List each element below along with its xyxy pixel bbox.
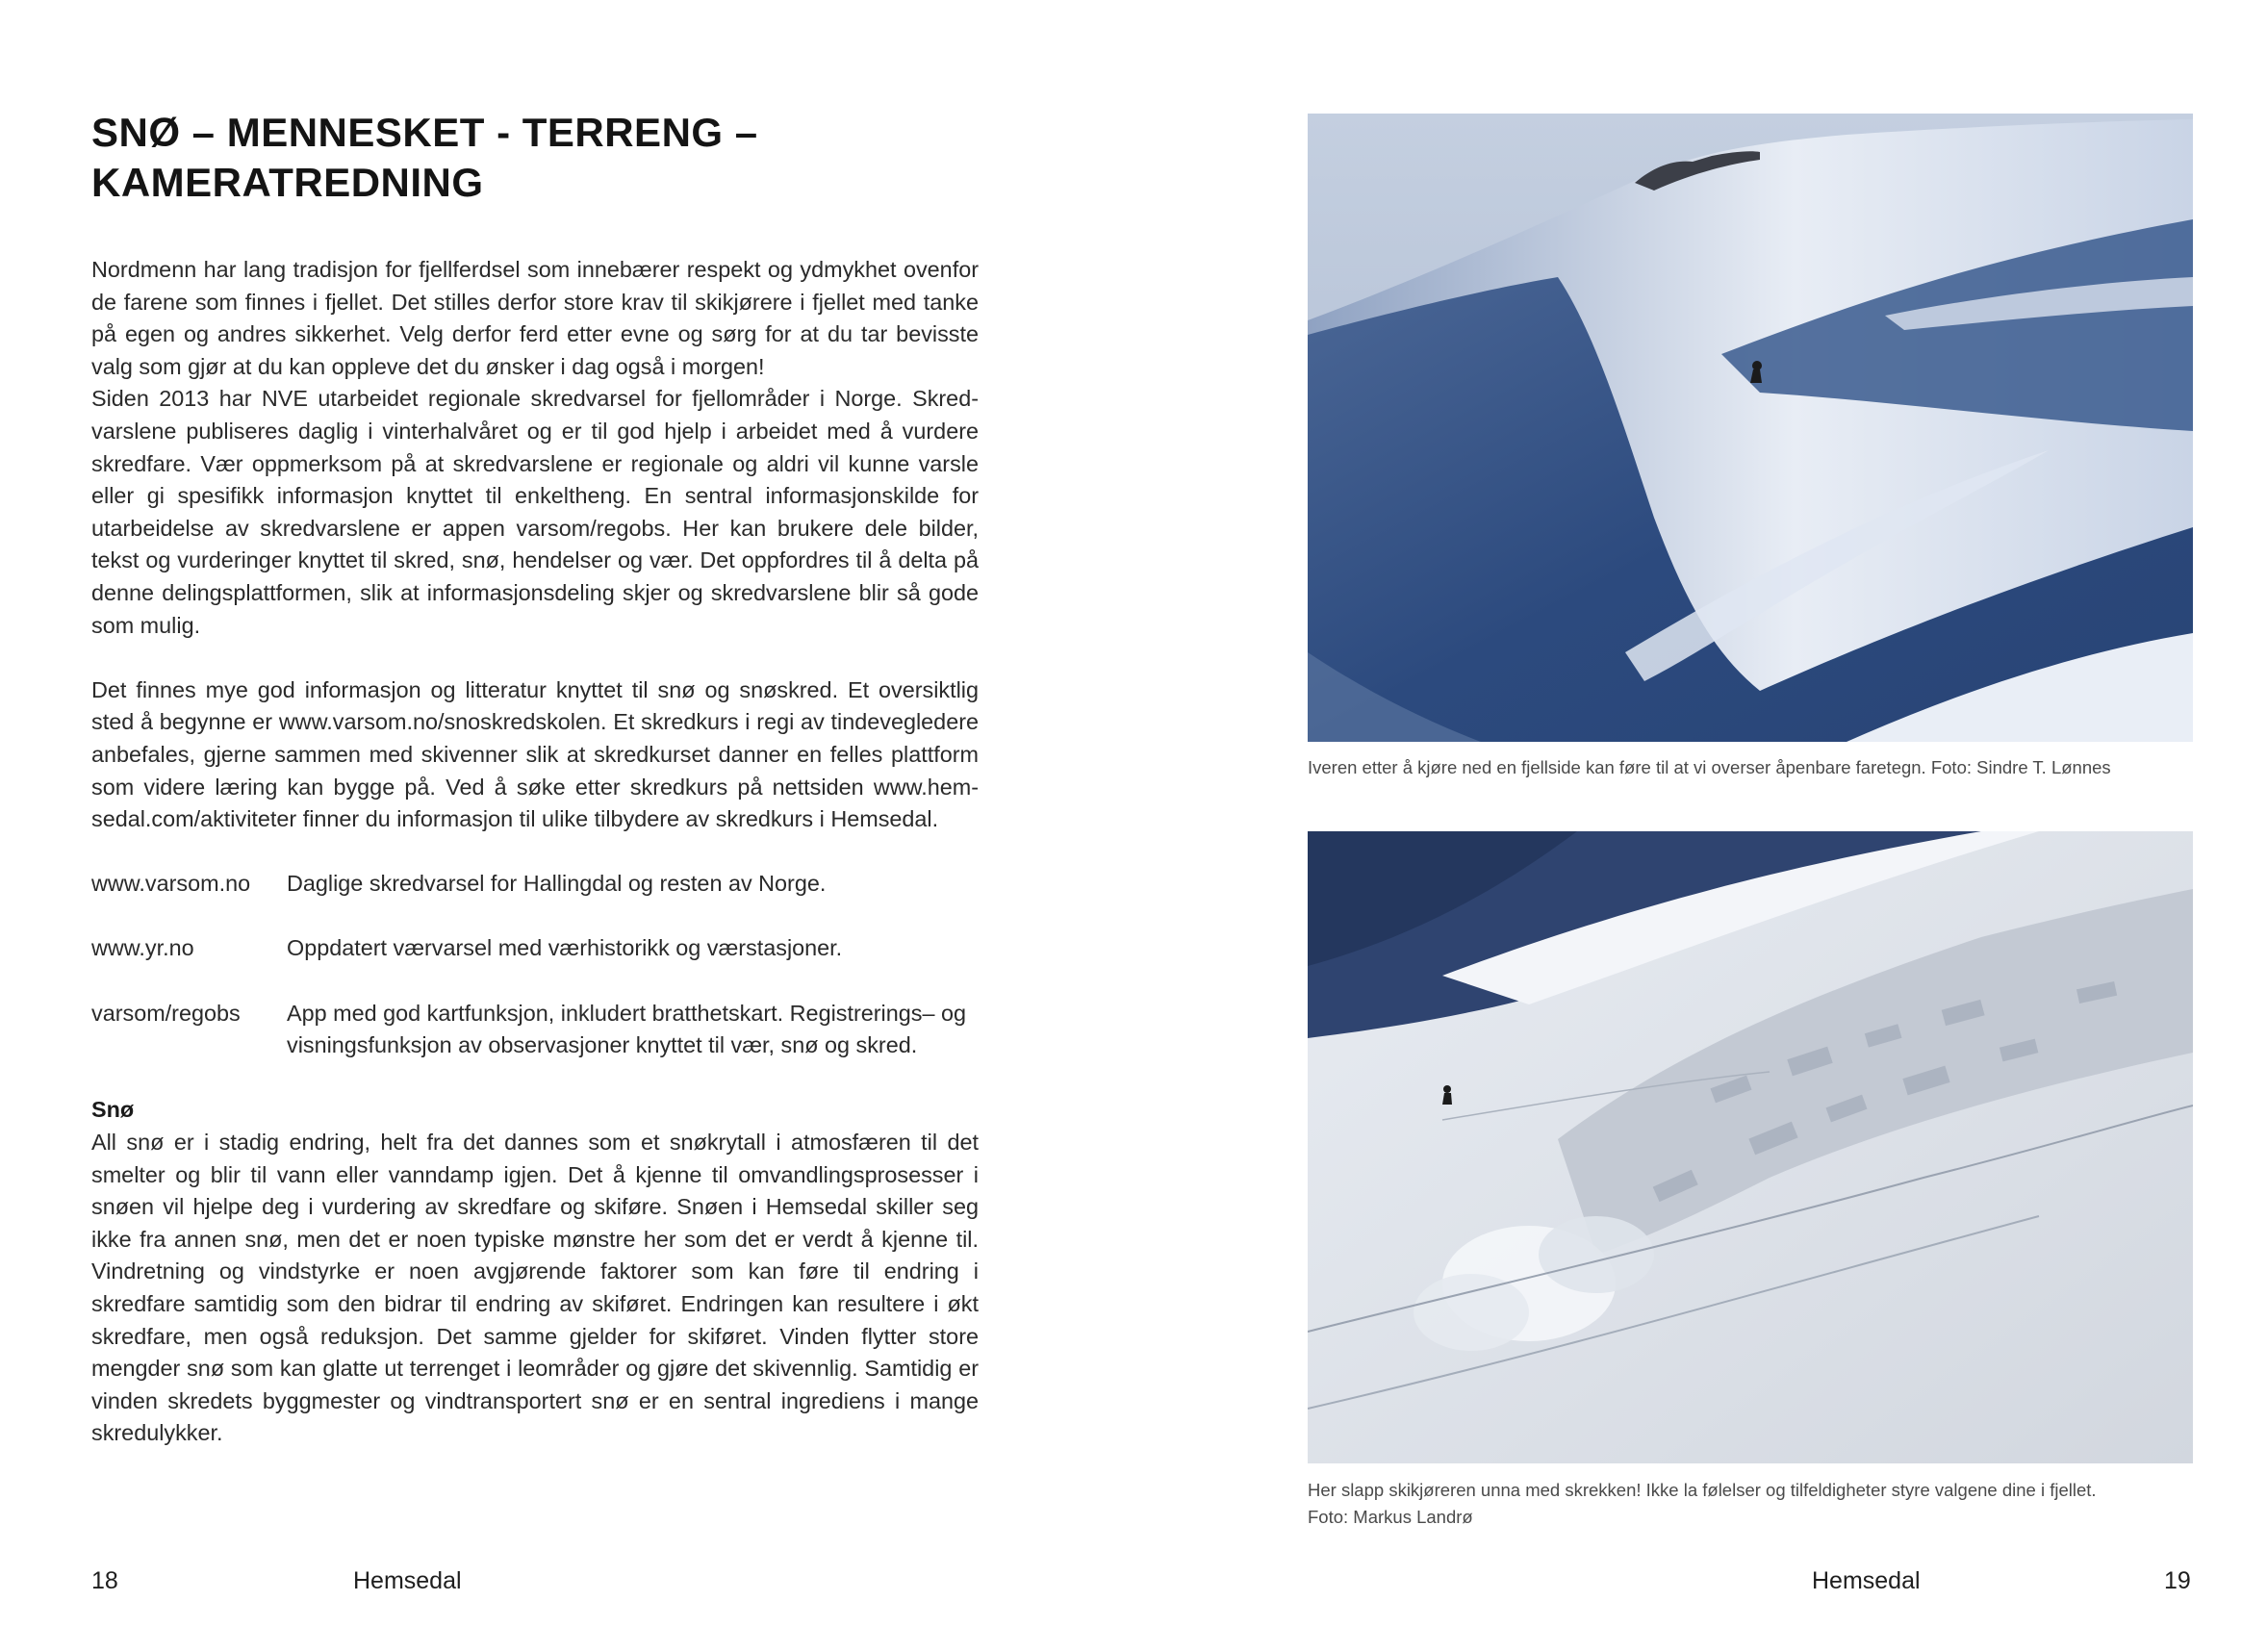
- photo-caption-2-line-1: Her slapp skikjøreren unna med skrekken! Ikke la følelser og tilfeldigheter styre valgene dine i fjellet.: [1308, 1480, 2097, 1500]
- footer-title-left: Hemsedal: [353, 1567, 462, 1594]
- link-key: varsom/regobs: [91, 1000, 241, 1026]
- page-number-right: 19: [2164, 1567, 2191, 1594]
- photo-avalanche: [1308, 831, 2193, 1463]
- link-row-yr: [91, 932, 979, 965]
- spacer: [91, 901, 979, 933]
- spacer: [91, 1062, 979, 1095]
- intro-paragraph-1: Nordmenn har lang tradisjon for fjellferdsel som innebærer respekt og ydmykhet ovenfor de farene som finnes i fjellet. Det stilles derfor store krav til skikjørere i fjellet med tanke på egen og andres sikkerhet. Velg derfor ferd etter evne og sørg for at du tar bevisste valg som gjør at du kan oppleve det du ønsker i dag også i morgen!: [91, 257, 979, 379]
- spacer: [91, 965, 979, 998]
- snow-paragraph: All snø er i stadig endring, helt fra det dannes som et snøkrytall i atmosfæren til det smelter og blir til vann eller vanndamp igjen. Det å kjenne til omvandlingsprosesser i snøen vil hjelpe deg i vurdering av skredfare og skiføre. Snøen i Hemsedal skiller seg ikke fra annen snø, men det er noen typiske mønstre her som det er verdt å kjenne til. Vindretning og vindstyrke er noen avgjørende faktorer som kan føre til endring i skredfare samtidig som den bidrar til endring av skiføret. Endringen kan resultere i økt skredfare, men også reduksjon. Det samme gjelder for skiføret. Vinden flytter store mengder snø som kan glatte ut terrenget i leområder og gjøre det skivennlig. Samtidig er vinden skredets byggmester og vindtransportert snø er en sentral ingrediens i mange skredulykker.: [91, 1130, 979, 1446]
- spacer: [91, 836, 979, 869]
- photo-caption-2-line-2: Foto: Markus Landrø: [1308, 1507, 1473, 1527]
- page-heading: [91, 108, 1015, 208]
- link-row-regobs: [91, 998, 979, 1062]
- heading-line-2: KAMERATREDNING: [91, 160, 484, 205]
- intro-paragraph-3: Det finnes mye god informasjon og litteratur knyttet til snø og snøskred. Et oversiktlig sted å begynne er www.varsom.no/snoskredskolen. Et skredkurs i regi av tindevegledere anbefales, gjerne sammen med skivenner slik at skredkurset danner en felles plattform som videre læring kan bygge på. Ved å søke etter skredkurs på nettsiden www.hemsedal.com/aktiviteter finner du informasjon til ulike tilbydere av skredkurs i Hemsedal.: [91, 676, 979, 832]
- body-text: [91, 254, 979, 1450]
- avalanche-illustration: [1308, 831, 2193, 1463]
- heading-line-1: SNØ – MENNESKET - TERRENG –: [91, 110, 758, 155]
- section-heading-snow: Snø: [91, 1097, 135, 1123]
- photo-caption-2: [1308, 1477, 2212, 1531]
- link-key: www.varsom.no: [91, 871, 251, 897]
- footer-title-right: Hemsedal: [1812, 1567, 1921, 1594]
- photo-skier-on-ridge: [1308, 114, 2193, 742]
- photo-caption-1: Iveren etter å kjøre ned en fjellside kan føre til at vi overser åpenbare faretegn. Foto: Sindre T. Lønnes: [1308, 757, 2111, 777]
- link-row-varsom: [91, 868, 979, 901]
- snow-slope-illustration: [1308, 114, 2193, 742]
- spacer: [91, 642, 979, 674]
- intro-paragraph-2: Siden 2013 har NVE utarbeidet regionale skredvarsel for fjellområder i Norge. Skredvarslene publiseres daglig i vinterhalvåret og er til god hjelp i arbeidet med å vurdere skredfare. Vær oppmerksom på at skredvarslene er regionale og aldri vil kunne varsle eller gi spesifikk informasjon knyttet til enkeltheng. En sentral informasjonskilde for utarbeidelse av skredvarslene er appen varsom/regobs. Her kan brukere dele bilder, tekst og vurderinger knyttet til skred, snø, hendelser og vær. Det oppfordres til å delta på denne delingsplattformen, slik at informasjonsdeling skjer og skredvarslene blir så gode som mulig.: [91, 386, 979, 638]
- link-key: www.yr.no: [91, 935, 194, 961]
- link-description: Oppdatert værvarsel med værhistorikk og værstasjoner.: [287, 935, 843, 961]
- link-description: App med god kartfunksjon, inkludert bratthetskart. Registrerings– og visningsfunksjon av observasjoner knyttet til vær, snø og skred.: [287, 1000, 966, 1058]
- page-number-left: 18: [91, 1567, 118, 1594]
- link-description: Daglige skredvarsel for Hallingdal og resten av Norge.: [287, 871, 827, 897]
